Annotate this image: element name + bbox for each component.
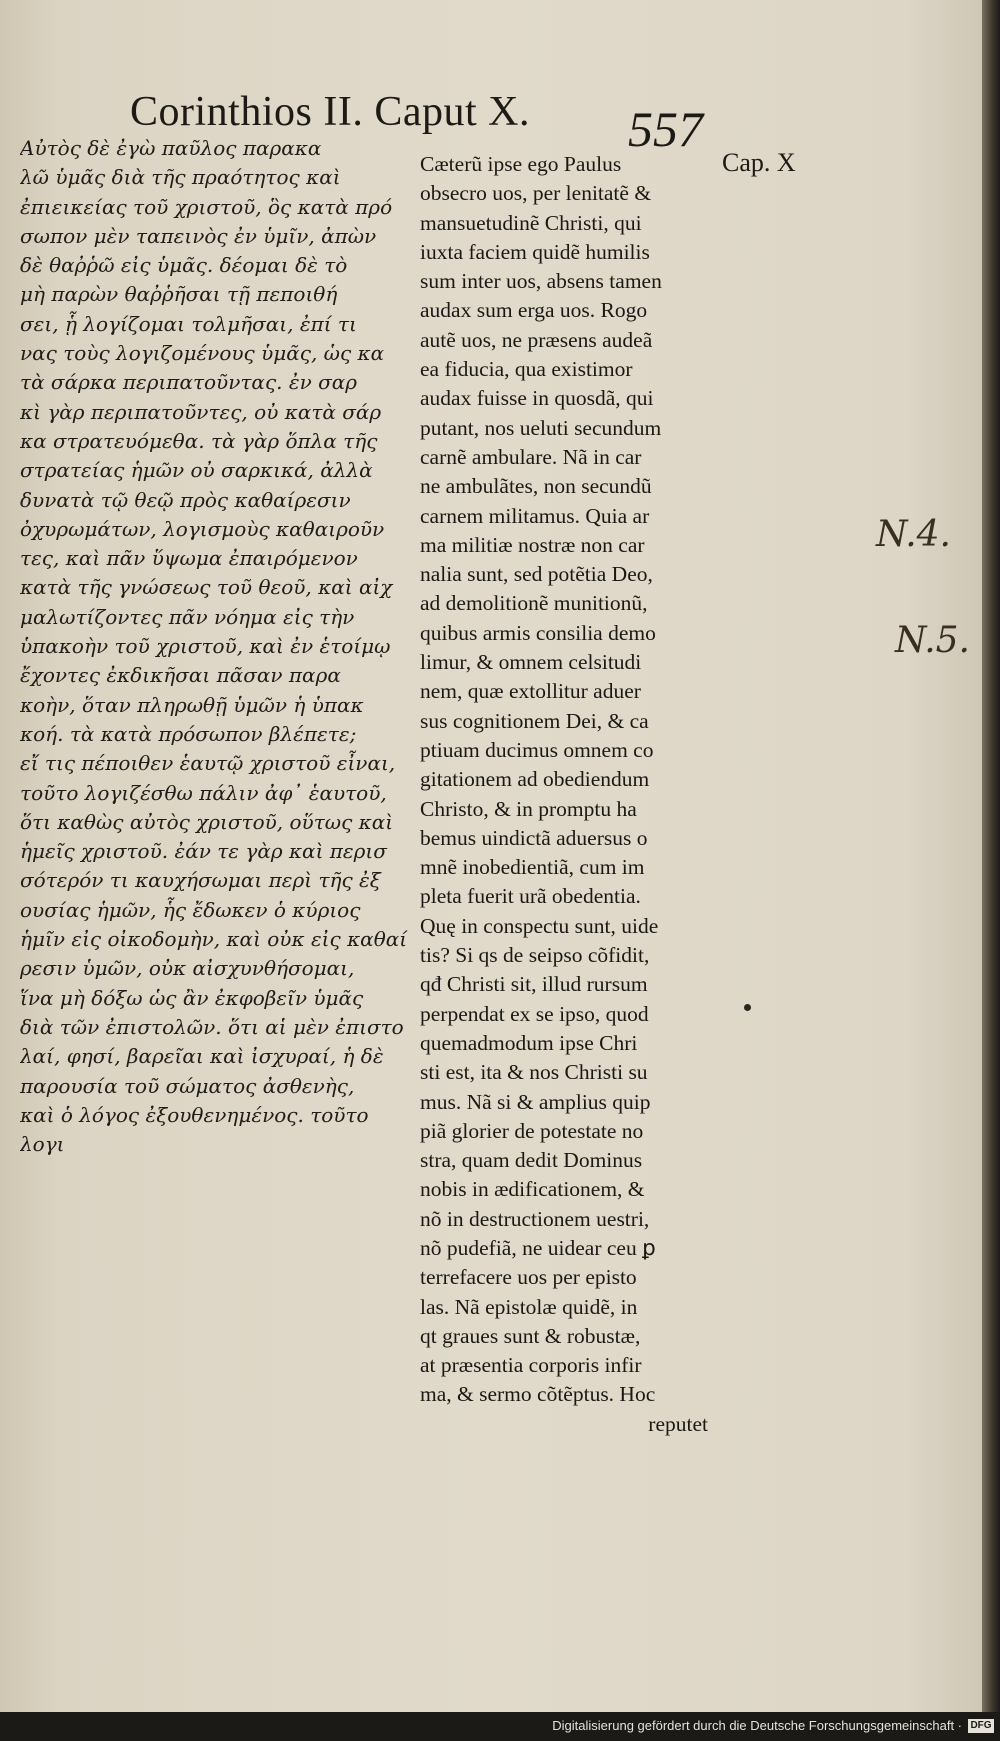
text-line: las. Nã epistolæ quidẽ, in [420,1294,638,1319]
text-line: reputet [648,1411,708,1436]
text-line: λαί, φησί, βαρεῖαι καὶ ἰσχυραί, ἡ δὲ [20,1044,384,1069]
text-line: pleta fuerit urã obedentia. [420,884,641,909]
text-line: λῶ ὑμᾶς διὰ τῆς πραότητος καὶ [20,165,341,190]
text-line: at præsentia corporis infir [420,1353,642,1378]
text-line: sus cognitionem Dei, & ca [420,708,649,733]
text-line: ἐπιεικείας τοῦ χριστοῦ, ὃς κατὰ πρό [20,194,393,219]
text-line: μὴ παρὼν θαῤῥῆσαι τῇ πεποιθή [20,282,338,307]
page-number: 557 [628,101,703,157]
handwritten-margin-note: N.5. [895,620,970,661]
text-line: νας τοὺς λογιζομένους ὑμᾶς, ὡς κα [20,341,385,366]
text-line: Christo, & in promptu ha [420,796,637,821]
ink-spot [744,1004,751,1011]
text-line: ἔχοντες ἐκδικῆσαι πᾶσαν παρα [20,663,341,688]
text-line: nem, quæ extollitur aduer [420,679,641,704]
text-line: gitationem ad obediendum [420,767,650,792]
text-line: τὰ σάρκα περιπατοῦντας. ἐν σαρ [20,370,358,395]
page-edge-shadow [982,0,1000,1712]
dfg-logo-icon: DFG [968,1719,994,1733]
text-line: sum inter uos, absens tamen [420,269,662,294]
greek-text-column [20,134,420,1159]
text-line: autẽ uos, ne præsens audeã [420,327,653,352]
text-line: qt graues sunt & robustæ, [420,1323,641,1348]
text-line: ὀχυρωμάτων, λογισμοὺς καθαιροῦν [20,516,385,541]
text-line: iuxta faciem quidẽ humilis [420,239,650,264]
text-line: mus. Nã si & amplius quip [420,1089,651,1114]
text-line: ad demolitionẽ munitionũ, [420,591,648,616]
text-line: εἴ τις πέποιθεν ἑαυτῷ χριστοῦ εἶναι, [20,751,396,776]
text-line: nõ in destructionem uestri, [420,1206,650,1231]
text-line: mansuetudinẽ Christi, qui [420,210,642,235]
text-line: terrefacere uos per episto [420,1265,637,1290]
text-line: stra, quam dedit Dominus [420,1148,643,1173]
text-line: μαλωτίζοντες πᾶν νόημα εἰς τὴν [20,604,355,629]
text-line: παρουσία τοῦ σώματος ἀσθενὴς, [20,1073,355,1098]
footer-credit: Digitalisierung gefördert durch die Deutsche Forschungsgemeinschaft · [552,1718,962,1733]
text-line: perpendat ex se ipso, quod [420,1001,649,1026]
text-line: obsecro uos, per lenitatẽ & [420,181,652,206]
text-line: limur, & omnem celsitudi [420,650,642,675]
text-line: nobis in ædificationem, & [420,1177,645,1202]
text-line: tis? Si qs de seipso cõfidit, [420,943,650,968]
text-line: quemadmodum ipse Chri [420,1030,638,1055]
text-line: qđ Christi sit, illud rursum [420,972,648,997]
text-line: ptiuam ducimus omnem co [420,737,654,762]
text-line: τοῦτο λογιζέσθω πάλιν ἀφ᾽ ἑαυτοῦ, [20,780,387,805]
text-line: κὶ γὰρ περιπατοῦντες, οὐ κατὰ σάρ [20,399,382,424]
text-line: δυνατὰ τῷ θεῷ πρὸς καθαίρεσιν [20,487,351,512]
text-line: κοή. τὰ κατὰ πρόσωπον βλέπετε; [20,721,357,746]
handwritten-margin-note: N.4. [876,514,951,555]
text-line: Αὐτὸς δὲ ἐγὼ παῦλος παρακα [20,136,322,160]
text-line: στρατείας ἡμῶν οὐ σαρκικά, ἀλλὰ [20,458,373,483]
text-line: Cæterũ ipse ego Paulus [420,152,622,176]
running-title: Corinthios II. Caput X. [130,89,530,135]
text-line: ἡμῖν εἰς οἰκοδομὴν, καὶ οὐκ εἰς καθαί [20,927,408,952]
text-line: ὑπακοὴν τοῦ χριστοῦ, καὶ ἐν ἑτοίμῳ [20,634,391,659]
text-line: διὰ τῶν ἐπιστολῶν. ὅτι αἱ μὲν ἐπιστο [20,1014,404,1039]
text-line: sti est, ita & nos Christi su [420,1060,648,1085]
text-line: mnẽ inobedientiã, cum im [420,855,645,880]
text-line: audax fuisse in quosdã, qui [420,386,654,411]
text-line: nõ pudefiã, ne uidear ceu ꝑ [420,1235,656,1260]
latin-text-column [420,150,720,1439]
text-line: ne ambulãtes, non secundũ [420,474,652,499]
text-line: σωπον μὲν ταπεινὸς ἐν ὑμῖν, ἀπὼν [20,223,377,248]
text-line: σότερόν τι καυχήσωμαι περὶ τῆς ἐξ [20,868,381,893]
text-line: Quę in conspectu sunt, uide [420,913,659,938]
text-line: λογι [20,1132,65,1157]
text-line: bemus uindictã aduersus o [420,825,648,850]
text-line: audax sum erga uos. Rogo [420,298,648,323]
text-line: carnem militamus. Quia ar [420,503,650,528]
text-line: ουσίας ἡμῶν, ἧς ἔδωκεν ὁ κύριος [20,897,361,922]
text-line: ma, & sermo cõtẽptus. Hoc [420,1382,656,1407]
digitization-footer [552,1718,994,1733]
text-line: δὲ θαῤῥῶ εἰς ὑμᾶς. δέομαι δὲ τὸ [20,253,348,278]
text-line: σει, ᾗ λογίζομαι τολμῆσαι, ἐπί τι [20,311,357,336]
text-line: putant, nos ueluti secundum [420,415,662,440]
text-line: nalia sunt, sed potẽtia Deo, [420,562,653,587]
text-line: ὅτι καθὼς αὐτὸς χριστοῦ, οὕτως καὶ [20,809,394,834]
text-line: ἵνα μὴ δόξω ὡς ἂν ἐκφοβεῖν ὑμᾶς [20,985,364,1010]
text-line: ρεσιν ὑμῶν, οὐκ αἰσχυνθήσομαι, [20,956,355,981]
text-line: piã glorier de potestate no [420,1118,644,1143]
text-line: κατὰ τῆς γνώσεως τοῦ θεοῦ, καὶ αἰχ [20,575,393,600]
text-line: ea fiducia, qua existimor [420,357,633,382]
text-line: ma militiæ nostræ non car [420,532,645,557]
chapter-margin-note: Cap. X [722,148,796,177]
text-line: ἡμεῖς χριστοῦ. ἐάν τε γὰρ καὶ περισ [20,839,387,864]
text-line: καὶ ὁ λόγος ἐξουθενημένος. τοῦτο [20,1102,369,1127]
text-line: κα στρατευόμεθα. τὰ γὰρ ὅπλα τῆς [20,428,378,453]
text-line: quibus armis consilia demo [420,620,656,645]
text-line: τες, καὶ πᾶν ὕψωμα ἐπαιρόμενον [20,546,358,571]
text-line: κοὴν, ὅταν πληρωθῇ ὑμῶν ἡ ὑπακ [20,692,364,717]
text-line: carnẽ ambulare. Nã in car [420,444,642,469]
